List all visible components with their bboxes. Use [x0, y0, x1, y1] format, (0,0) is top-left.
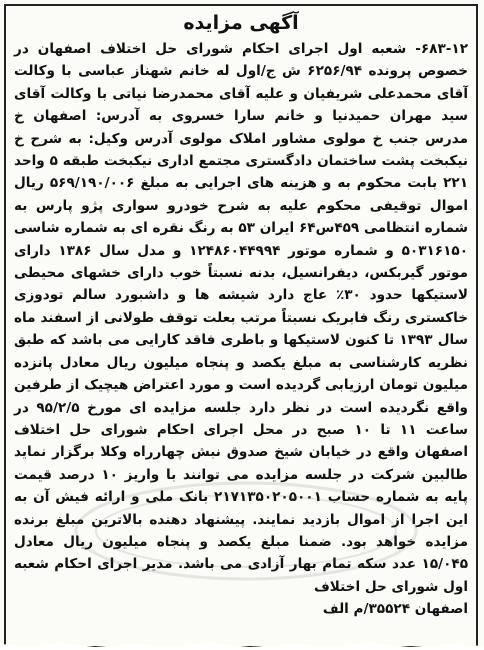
notice-body-text: ۶۸۳-۱۲- شعبه اول اجرای احکام شورای حل اختلاف اصفهان در خصوص پرونده ۶۲۵۶/۹۴ ش ج/اول له خانم شهناز عباسی با وکالت آقای محمدعلی شریفیان و علیه آقای محمدرضا نیاتی با وکالت آقای سید مهران حمیدنیا و خانم سارا خسروی به آدرس: اصفهان خ مدرس جنب خ مولوی مشاور املاک مولوی آدرس وکیل: به شرح خ نیکبخت پشت ساختمان دادگستری مجتمع اداری نیکبخت طبقه ۵ واحد ۲۲۱ بابت محکوم به و هزینه های اجرایی به مبلغ ۵۶۹/۱۹۰/۰۰۶ ریال اموال توقیفی محکوم علیه به شرح خودرو سواری پژو پارس به شماره انتظامی ۴۵۹س۶۴ ایران ۵۳ به رنگ نقره ای به شماره شاسی ۵۰۳۱۶۱۵۰ و شماره موتور ۱۲۴۸۶۰۴۴۹۹۴ و مدل سال ۱۳۸۶ دارای موتور گیربکس، دیفرانسیل، بدنه نسبتاً خوب دارای خشهای محیطی لاستیکها حدود ۳۰٪ عاج دارد شیشه ها و داشبورد سالم تودوزی خاکستری رنگ فابریک نسبتاً مرتب بعلت توقف طولانی از اسفند ماه سال ۱۳۹۳ تا کنون لاستیکها و باطری فاقد کارایی می باشد که طبق نظریه کارشناسی به مبلغ یکصد و پنجاه میلیون ریال معادل پانزده میلیون تومان ارزیابی گردیده است و مورد اعتراض هیچیک از طرفین واقع نگردیده است در نظر دارد جلسه مزایده ای مورخ ۹۵/۲/۵ در ساعت ۱۱ تا ۱۰ صبح در محل اجرای احکام شورای حل اختلاف اصفهان واقع در خیابان شیخ صدوق نبش چهارراه وکلا برگزار نماید طالبین شرکت در جلسه مزایده می توانند با واریز ۱۰ درصد قیمت پایه به شماره حساب ۲۱۷۱۳۵۰۲۰۵۰۰۱ بانک ملی و ارائه فیش آن به این اجرا از اموال بازدید نمایند. پیشنهاد دهنده بالاترین مبلغ برنده مزایده خواهد بود. ضمنا مبلغ یکصد و پنجاه میلیون ریال معادل ۱۵/۰۴۵ عدد سکه تمام بهار آزادی می باشد. مدیر اجرای احکام شعبه اول شورای حل اختلاف [14, 41, 469, 595]
auction-notice-box [4, 4, 478, 648]
notice-signature: اصفهان ۳۵۵۲۴/م الف [322, 601, 468, 618]
notice-title: آگهی مزایده [183, 12, 299, 34]
torn-edge [0, 640, 484, 650]
